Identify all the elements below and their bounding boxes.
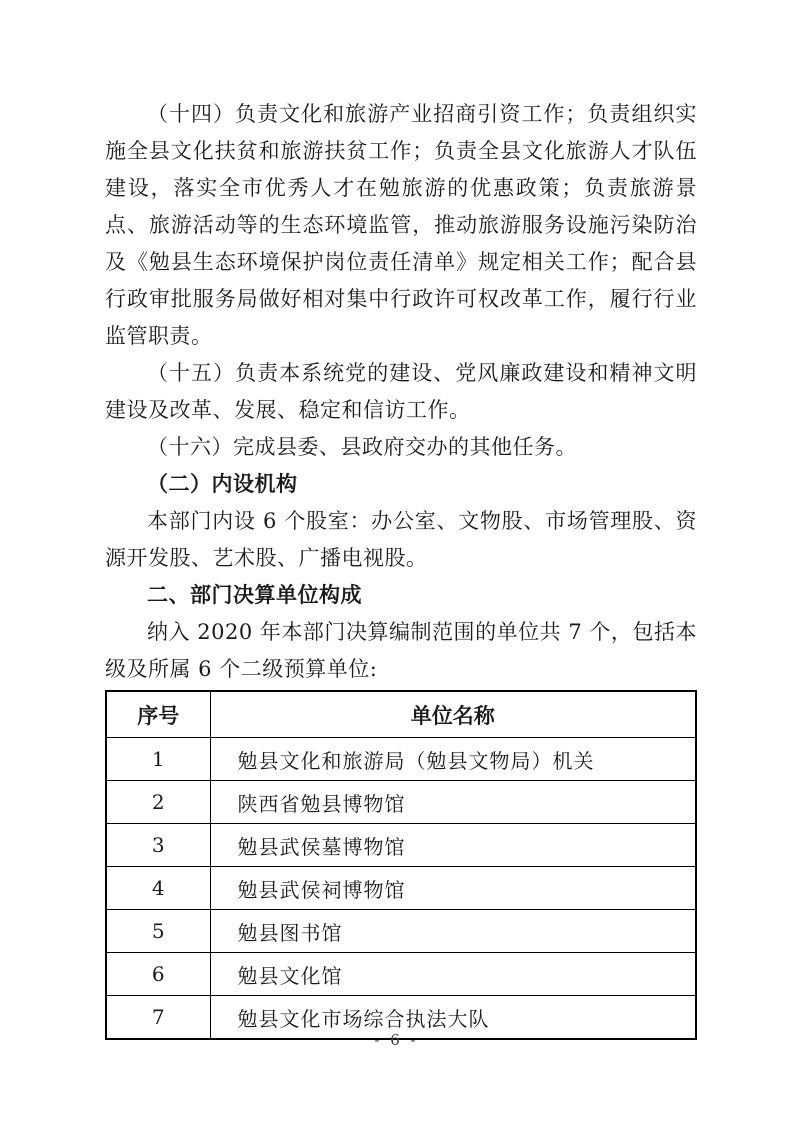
serial-cell: 4	[106, 867, 210, 910]
table-row	[106, 953, 696, 996]
unit-name-cell: 勉县武侯墓博物馆	[210, 824, 696, 867]
paragraph-internal-organs: 本部门内设 6 个股室：办公室、文物股、市场管理股、资源开发股、艺术股、广播电视股。	[105, 509, 697, 570]
serial-cell: 7	[106, 996, 210, 1040]
unit-name-cell: 勉县文化市场综合执法大队	[210, 996, 696, 1040]
document-content	[105, 96, 697, 1040]
unit-name-cell: 勉县文化和旅游局（勉县文物局）机关	[210, 738, 696, 781]
table-row	[106, 781, 696, 824]
table-row	[106, 867, 696, 910]
serial-cell: 1	[106, 738, 210, 781]
unit-name-cell: 陕西省勉县博物馆	[210, 781, 696, 824]
heading-internal-organs: （二）内设机构	[147, 473, 298, 496]
unit-name-cell: 勉县武侯祠博物馆	[210, 867, 696, 910]
serial-cell: 5	[106, 910, 210, 953]
table-header-row	[106, 691, 696, 738]
serial-cell: 2	[106, 781, 210, 824]
serial-cell: 6	[106, 953, 210, 996]
heading-unit-composition: 二、部门决算单位构成	[147, 584, 362, 607]
table-row	[106, 824, 696, 867]
budget-unit-table	[105, 690, 697, 1040]
unit-name-cell: 勉县图书馆	[210, 910, 696, 953]
serial-cell: 3	[106, 824, 210, 867]
paragraph-duty-16: （十六）完成县委、县政府交办的其他任务。	[147, 435, 577, 459]
table-row	[106, 738, 696, 781]
table-header-unit-name: 单位名称	[210, 691, 696, 738]
paragraph-duty-14: （十四）负责文化和旅游产业招商引资工作；负责组织实施全县文化扶贫和旅游扶贫工作；负责全县文化旅游人才队伍建设，落实全市优秀人才在勉旅游的优惠政策；负责旅游景点、旅游活动等的生态环境监管，推动旅游服务设施污染防治及《勉县生态环境保护岗位责任清单》规定相关工作；配合县行政审批服务局做好相对集中行政许可权改革工作，履行行业监管职责。	[105, 102, 697, 348]
paragraph-duty-15: （十五）负责本系统党的建设、党风廉政建设和精神文明建设及改革、发展、稳定和信访工作。	[105, 361, 697, 422]
table-row	[106, 910, 696, 953]
page-number: - 6 -	[374, 1031, 419, 1049]
table-header-serial: 序号	[106, 691, 210, 738]
unit-name-cell: 勉县文化馆	[210, 953, 696, 996]
paragraph-unit-composition: 纳入 2020 年本部门决算编制范围的单位共 7 个，包括本级及所属 6 个二级预算单位:	[105, 620, 697, 681]
